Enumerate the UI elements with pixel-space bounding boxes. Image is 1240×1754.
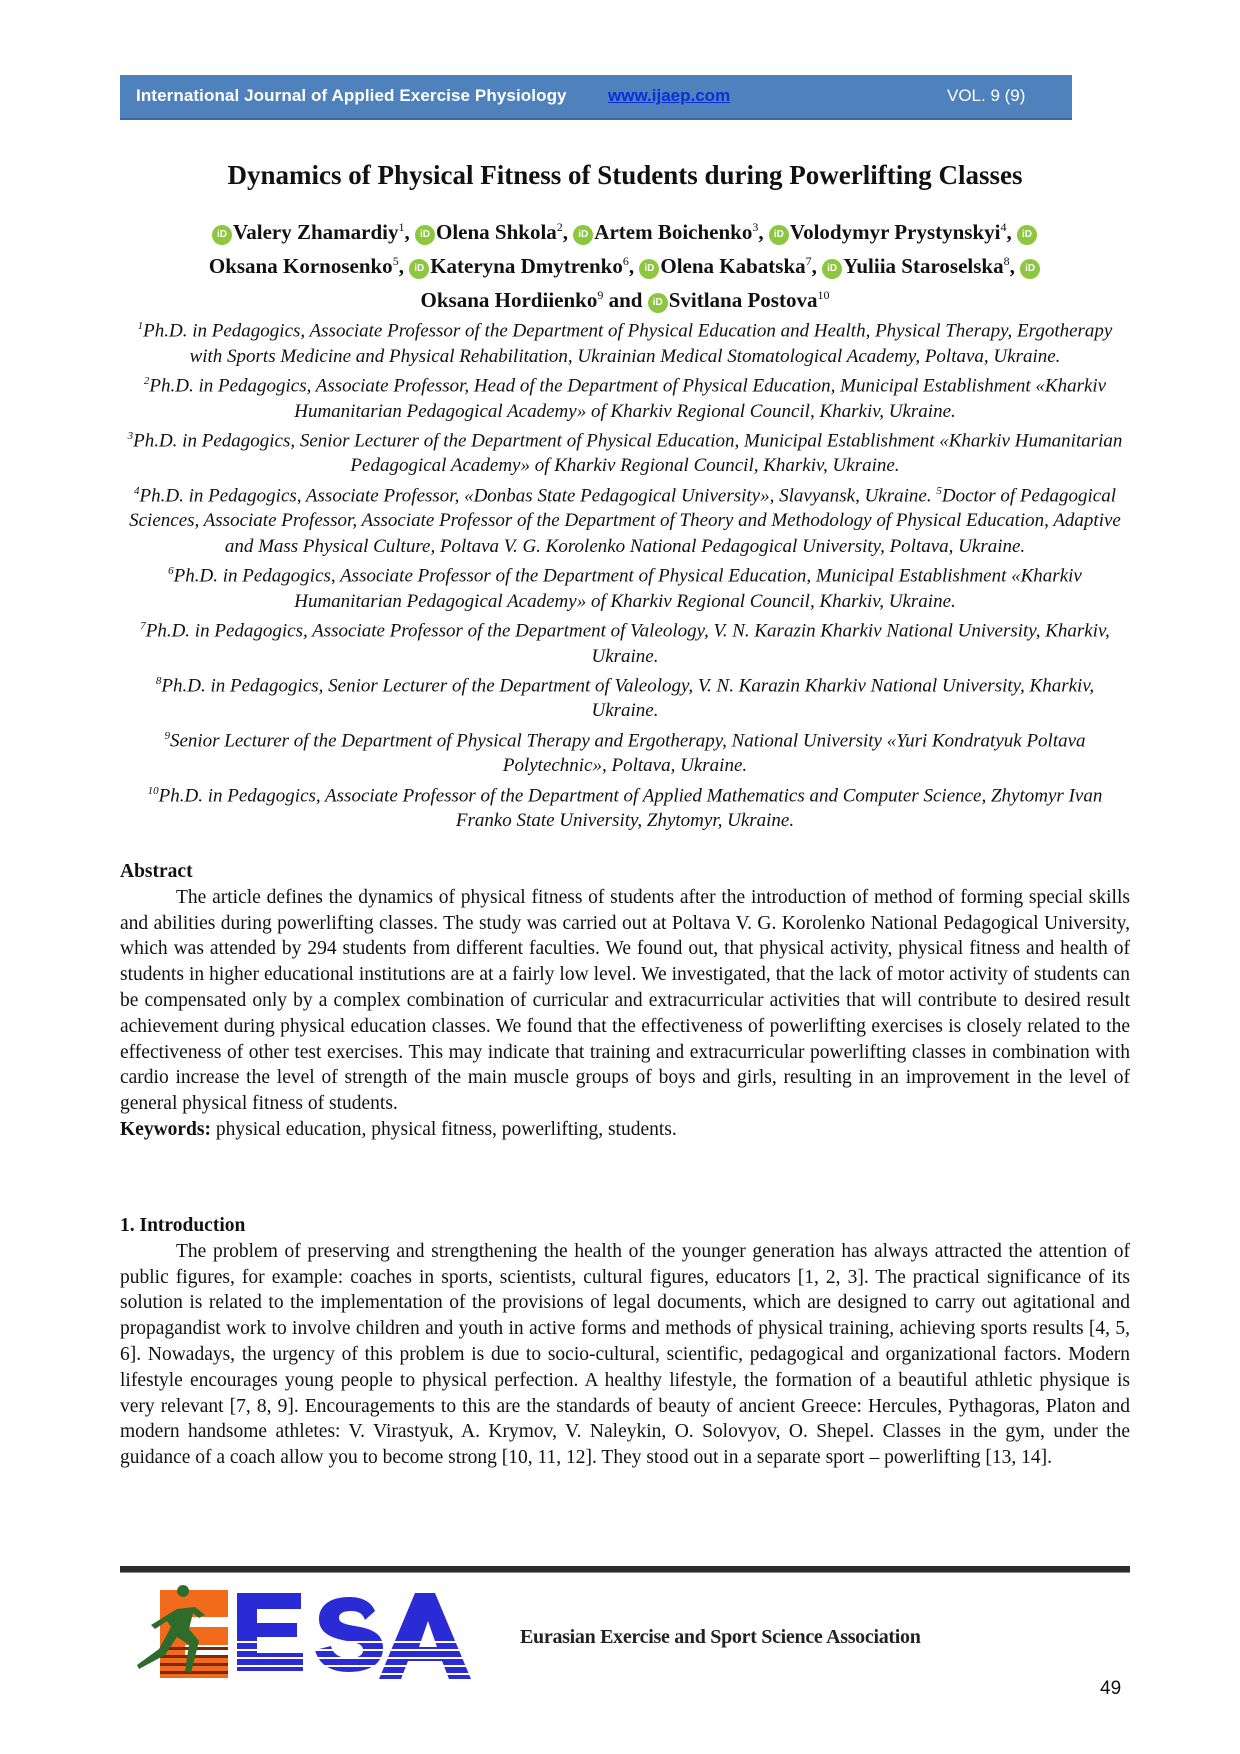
author-name: Olena Kabatska <box>660 254 806 278</box>
author-name: Olena Shkola <box>435 220 557 244</box>
keywords <box>120 1117 1130 1143</box>
author-separator: and <box>603 288 648 312</box>
abstract-heading: Abstract <box>120 861 193 882</box>
keywords-text: physical education, physical fitness, powerlifting, students. <box>211 1118 677 1140</box>
affiliation-text: Ph.D. in Pedagogics, Senior Lecturer of the Department of Valeology, V. N. Karazin Kharkiv National University, Kharkiv, Ukraine. <box>161 675 1095 722</box>
author-list <box>130 213 1120 315</box>
affiliation-item <box>125 559 1125 614</box>
author-separator: , <box>1009 254 1021 278</box>
orcid-icon[interactable]: iD <box>639 259 659 279</box>
author-name: Artem Boichenko <box>594 220 753 244</box>
affiliation-item <box>125 779 1125 834</box>
affiliation-item <box>125 314 1125 369</box>
affiliations <box>125 314 1125 834</box>
affiliation-mark: 2 <box>143 374 150 387</box>
author-name: Svitlana Postova <box>668 288 818 312</box>
author-name: Valery Zhamardiy <box>233 220 399 244</box>
affiliation-mark: 5 <box>936 484 942 497</box>
orcid-icon[interactable]: iD <box>409 259 429 279</box>
affiliation-text: Doctor of Pedagogical Sciences, Associate Professor, Associate Professor of the Department of Theory and Methodology of Physical Education, Adaptive and Mass Physical Culture, Poltava V. G. Korolenko National Pedagogical University, Poltava, Ukraine. <box>129 485 1121 557</box>
author-affiliation-mark: 8 <box>1003 254 1010 268</box>
page-number: 49 <box>1100 1678 1122 1699</box>
author-affiliation-mark: 9 <box>597 288 604 302</box>
affiliation-item <box>125 479 1125 559</box>
association-name: Eurasian Exercise and Sport Science Association <box>520 1626 921 1648</box>
author-name: Kateryna Dmytrenko <box>430 254 623 278</box>
affiliation-text: Ph.D. in Pedagogics, Senior Lecturer of the Department of Physical Education, Municipal Establishment «Kharkiv Humanitarian Pedagogical Academy» of Kharkiv Regional Council, Kharkiv, Ukraine. <box>133 430 1123 477</box>
keywords-label: Keywords: <box>120 1118 211 1140</box>
orcid-icon[interactable]: iD <box>769 225 789 245</box>
orcid-icon[interactable]: iD <box>415 225 435 245</box>
journal-volume: VOL. 9 (9) <box>947 86 1026 105</box>
journal-website-link[interactable]: www.ijaep.com <box>608 86 731 105</box>
orcid-icon[interactable]: iD <box>822 259 842 279</box>
affiliation-mark: 1 <box>137 320 144 332</box>
journal-title: International Journal of Applied Exercise Physiology <box>136 86 567 105</box>
affiliation-text: Ph.D. in Pedagogics, Associate Professor of the Department of Physical Education, Municipal Establishment «Kharkiv Humanitarian Pedagogical Academy» of Kharkiv Regional Council, Kharkiv, Ukraine. <box>173 565 1082 612</box>
author-separator: , <box>398 254 410 278</box>
affiliation-mark: 9 <box>164 729 170 742</box>
author-affiliation-mark: 7 <box>805 254 812 268</box>
author-separator: , <box>562 220 574 244</box>
affiliation-text: Ph.D. in Pedagogics, Associate Professor, Head of the Department of Physical Education, Municipal Establishment «Kharkiv Humanitarian Pedagogical Academy» of Kharkiv Regional Council, Kharkiv, Ukraine. <box>149 375 1107 422</box>
affiliation-mark: 7 <box>140 619 146 632</box>
affiliation-mark: 8 <box>155 674 162 687</box>
author-name: Yuliia Staroselska <box>843 254 1004 278</box>
author-separator: , <box>404 220 415 244</box>
affiliation-item <box>125 614 1125 669</box>
abstract-text: The article defines the dynamics of physical fitness of students after the introduction of method of forming special skills and abilities during powerlifting classes. The study was carried out at Poltava V. G. Korolenko National Pedagogical University, which was attended by 294 students from different faculties. We found out, that physical activity, physical fitness and health of students in higher educational institutions are at a fairly low level. We investigated, that the lack of motor activity of students can be compensated only by a complex combination of curricular and extracurricular activities that will contribute to desired result achievement during physical education classes. We found that the effectiveness of powerlifting exercises is closely related to the effectiveness of other test exercises. This may indicate that training and extracurricular powerlifting classes in combination with cardio increase the level of strength of the main muscle groups of boys and girls, resulting in an improvement in the level of general physical fitness of students. <box>120 886 1130 1115</box>
author-name: Oksana Kornosenko <box>208 254 393 278</box>
orcid-icon[interactable]: iD <box>648 293 668 313</box>
introduction-text: The problem of preserving and strengthening the health of the younger generation has always attracted the attention of public figures, for example: coaches in sports, scientists, cultural figures, educators [1, 2, 3]. The practical significance of its solution is related to the implementation of the provisions of legal documents, which are designed to carry out agitational and propagandist work to involve children and youth in active forms and methods of physical training, achieving sports results [4, 5, 6]. Nowadays, the urgency of this problem is due to socio-cultural, scientific, pedagogical and organizational factors. Modern lifestyle encourages young people to physical perfection. A healthy lifestyle, the formation of a beautiful athletic physique is very relevant [7, 8, 9]. Encouragements to this are the standards of beauty of ancient Greece: Hercules, Pythagoras, Platon and modern handsome athletes: V. Virastyuk, A. Krymov, V. Naleykin, O. Solovyov, O. Shepel. Classes in the gym, under the guidance of a coach allow you to become strong [10, 11, 12]. They stood out in a separate sport – powerlifting [13, 14]. <box>120 1240 1130 1469</box>
author-affiliation-mark: 3 <box>752 220 759 234</box>
abstract-section <box>120 859 1130 1143</box>
author-separator: , <box>628 254 640 278</box>
affiliation-text: Ph.D. in Pedagogics, Associate Professor of the Department of Physical Education and Health, Physical Therapy, Ergotherapy with Sports Medicine and Physical Rehabilitation, Ukrainian Medical Stomatological Academy, Poltava, Ukraine. <box>143 320 1113 367</box>
author-affiliation-mark: 10 <box>817 288 830 302</box>
paper-title: Dynamics of Physical Fitness of Students during Powerlifting Classes <box>227 160 1023 190</box>
affiliation-item <box>125 724 1125 779</box>
orcid-icon[interactable]: iD <box>1020 259 1040 279</box>
author-affiliation-mark: 5 <box>392 254 399 268</box>
author-affiliation-mark: 2 <box>556 220 563 234</box>
introduction-section <box>120 1213 1130 1471</box>
affiliation-mark: 6 <box>168 564 174 577</box>
affiliation-mark: 10 <box>147 784 159 797</box>
author-name: Oksana Hordiienko <box>420 288 598 312</box>
affiliation-item <box>125 669 1125 724</box>
footer-divider <box>120 1566 1130 1573</box>
author-affiliation-mark: 4 <box>1000 220 1007 234</box>
affiliation-item <box>125 424 1125 479</box>
affiliation-mark: 3 <box>127 429 134 442</box>
author-separator: , <box>758 220 769 244</box>
affiliation-text: Ph.D. in Pedagogics, Associate Professor, «Donbas State Pedagogical University», Slavyansk, Ukraine. <box>139 485 937 507</box>
author-separator: , <box>1006 220 1017 244</box>
introduction-heading: 1. Introduction <box>120 1215 246 1236</box>
author-affiliation-mark: 6 <box>622 254 629 268</box>
affiliation-mark: 4 <box>134 484 140 497</box>
orcid-icon[interactable]: iD <box>573 225 593 245</box>
author-separator: , <box>811 254 823 278</box>
orcid-icon[interactable]: iD <box>212 225 232 245</box>
author-name: Volodymyr Prystynskyi <box>789 220 1001 244</box>
affiliation-item <box>125 369 1125 424</box>
affiliation-text: Ph.D. in Pedagogics, Associate Professor of the Department of Valeology, V. N. Karazin Kharkiv National University, Kharkiv, Ukraine. <box>145 620 1110 667</box>
journal-header-bar <box>120 75 1072 120</box>
author-affiliation-mark: 1 <box>398 220 405 234</box>
affiliation-text: Ph.D. in Pedagogics, Associate Professor of the Department of Applied Mathematics and Computer Science, Zhytomyr Ivan Franko State University, Zhytomyr, Ukraine. <box>158 785 1103 832</box>
affiliation-text: Senior Lecturer of the Department of Physical Therapy and Ergotherapy, National University «Yuri Kondratyuk Poltava Polytechnic», Poltava, Ukraine. <box>169 730 1086 777</box>
orcid-icon[interactable]: iD <box>1017 225 1037 245</box>
esa-logo-icon <box>125 1585 485 1685</box>
